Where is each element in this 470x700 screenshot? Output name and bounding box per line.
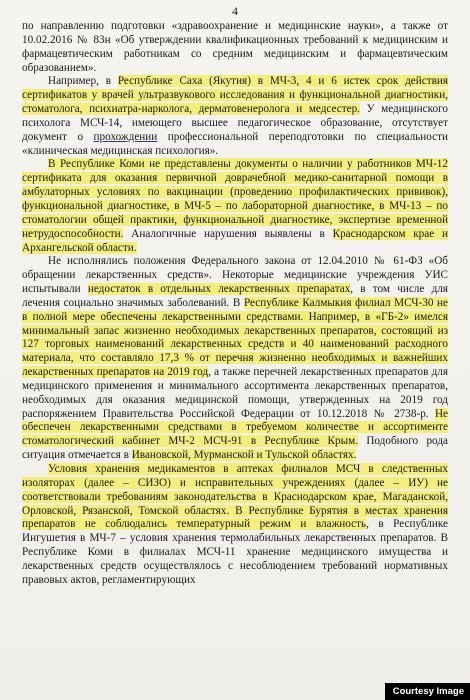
paragraph (22, 158, 448, 255)
highlighted-text: Краснодарском крае и Архангельской области. (22, 227, 448, 254)
paragraph-text: , в том числе для лечения социально значимых заболеваний. В (22, 283, 448, 309)
highlighted-text: Не обеспечен лекарственными средствами в требуемом количестве и ассортименте стоматологический кабинет МЧ-2 МСЧ-91 в Республике Крым. (22, 407, 448, 448)
paragraph (22, 75, 448, 158)
paragraph (22, 20, 448, 75)
underlined-text: прохождении (93, 130, 158, 143)
highlighted-text: В Республике Бурятия в местах хранения препаратов не соблюдались температурный режим и влажность (22, 504, 448, 531)
paragraph-text: Например, в (48, 75, 118, 88)
highlighted-text: Республике Калмыкия филиал МСЧ-30 не в полной мере обеспечены лекарственными средствами. (22, 296, 449, 323)
paragraph-text: по направлению подготовки «здравоохранение и медицинские науки», а также от 10.02.2016 № 83н «Об утверждении квалификационных требований к медицинским и фармацевтическим работникам со средним медицинским и фармацевтическим образованием». (22, 20, 448, 74)
highlighted-text: недостаток в отдельных лекарственных препаратах (87, 283, 351, 296)
image-credit: Courtesy Image (385, 683, 470, 700)
paragraph-text: , а также перечней лекарственных препаратов для медицинского применения и минимального ассортимента лекарственных препаратов, необходимых для оказания медицинской помощи, утвержденных на 2019 год распоряжением Правительства Российской Федерации от 10.12.2018 № 2738-р. (22, 366, 448, 420)
paragraph-text: , в Республике Ингушетия в МЧ-7 – условия хранения термолабильных лекарственных препаратов. В Республике Коми в филиалах МСЧ-11 хранение медицинского имущества и лекарственных средств осуществлялось с несоблюдением требований нормативных правовых актов, регламентирующих (22, 518, 448, 586)
paragraph-text: Подобного рода ситуация отмечается в (22, 435, 448, 462)
document-body (22, 20, 448, 588)
highlighted-text: В Республике Коми не представлены документы о наличии у работников МЧ-12 сертификата для оказания первичной доврачебной медико-санитарной помощи в амбулаторных условиях по вакцинации (проведению профилактических прививок), функциональной диагностике, в МЧ-5 – по лабораторной диагностике, в МЧ-13 – по стоматологии общей практики, функциональной диагностике, экспертизе временной нетрудоспособности. (22, 158, 448, 240)
highlighted-text: Например, в «ГБ-2» имелся минимальный запас жизненно необходимых лекарственных препаратов, состоящий из 127 торговых наименований лекарственных средств и 40 наименований расходного материала, что составляло 17,3 % от перечня жизненно необходимых и важнейших лекарственных препаратов на 2019 год (22, 310, 448, 379)
paragraph-text: Не исполнялись положения Федерального закона от 12.04.2010 № 61-ФЗ «Об обращении лекарственных средств». Некоторые медицинские учреждения УИС испытывали (22, 255, 448, 296)
paragraph-text: профессиональной переподготовки по специальности «клиническая медицинская психология». (22, 130, 448, 157)
paragraph (22, 463, 448, 588)
highlighted-text: Республике Саха (Якутия) в МЧ-3, 4 и 6 истек срок действия сертификатов у врачей ультразвукового исследования и функциональной диагностики, стоматолога, психиатра-нарколога, дерматовенеролога и медсестер. (22, 75, 448, 116)
paragraph (22, 255, 448, 463)
highlighted-text: Ивановской, Мурманской и Тульской областях. (131, 449, 357, 462)
paragraph-text: Аналогичные нарушения выявлены в (123, 227, 333, 240)
paragraph-text: У медицинского психолога МСЧ-14, имеющего высшее педагогическое образование, отсутствует документ о (22, 103, 448, 143)
page-number: 4 (232, 4, 238, 18)
highlighted-text: Условия хранения медикаментов в аптеках филиалов МСЧ в следственных изоляторах (далее – СИЗО) и исправительных учреждениях (далее – ИУ) не соответствовали требованиям законодательства в Краснодарском крае, Магаданской, Орловской, Рязанской, Томской областях. (22, 463, 448, 517)
